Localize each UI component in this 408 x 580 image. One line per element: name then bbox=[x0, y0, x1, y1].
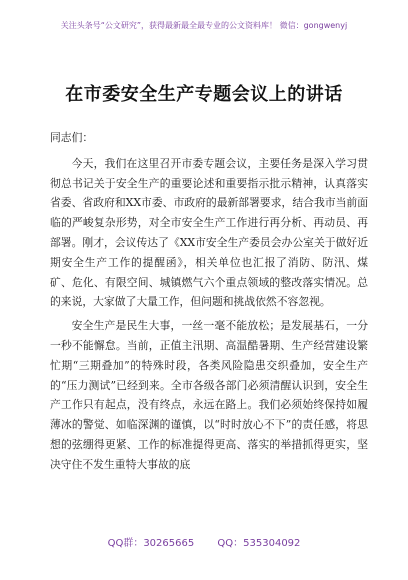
greeting: 同志们： bbox=[50, 131, 94, 144]
paragraph-2: 安全生产是民生大事，一丝一毫不能放松；是发展基石，一分一秒不能懈怠。当前，正值主汛期、高温酷暑期、生产经营建设繁忙期“三期叠加”的特殊时段，各类风险隐患交织叠加，安全生产的“压力测试”已经到来。全市各级各部门必须清醒认识到，安全生产工作只有起点，没有终点，永远在路上。我们必须始终保持如履薄冰的警觉、如临深渊的谨慎，以“时时放心不下”的责任感，将思想的弦绷得更紧、工作的标准提得更高、落实的举措抓得更实，坚决守住不发生重特大事故的底 bbox=[50, 319, 368, 471]
qq-group-number: QQ群：30265665 bbox=[107, 538, 195, 549]
promo-header-notice: 关注头条号“公文研究”，获得最新最全最专业的公文资料库！ 微信：gongwenyj bbox=[60, 21, 348, 30]
document-body bbox=[50, 128, 368, 475]
paragraph-1: 今天，我们在这里召开市委专题会议，主要任务是深入学习贯彻总书记关于安全生产的重要论述和重要指示批示精神，认真落实省委、省政府和XX市委、市政府的最新部署要求，结合我市当前面临的严峻复杂形势，对全市安全生产工作进行再分析、再动员、再部署。刚才，会议传达了《XX市安全生产委员会办公室关于做好近期安全生产工作的提醒函》，相关单位也汇报了消防、防汛、煤矿、危化、有限空间、城镇燃气六个重点领域的整改落实情况。总的来说，大家做了大量工作，但问题和挑战依然不容忽视。 bbox=[50, 156, 368, 309]
document-title: 在市委安全生产专题会议上的讲话 bbox=[65, 84, 343, 105]
qq-number: QQ：535304092 bbox=[217, 538, 301, 549]
footer-contact bbox=[0, 534, 408, 549]
